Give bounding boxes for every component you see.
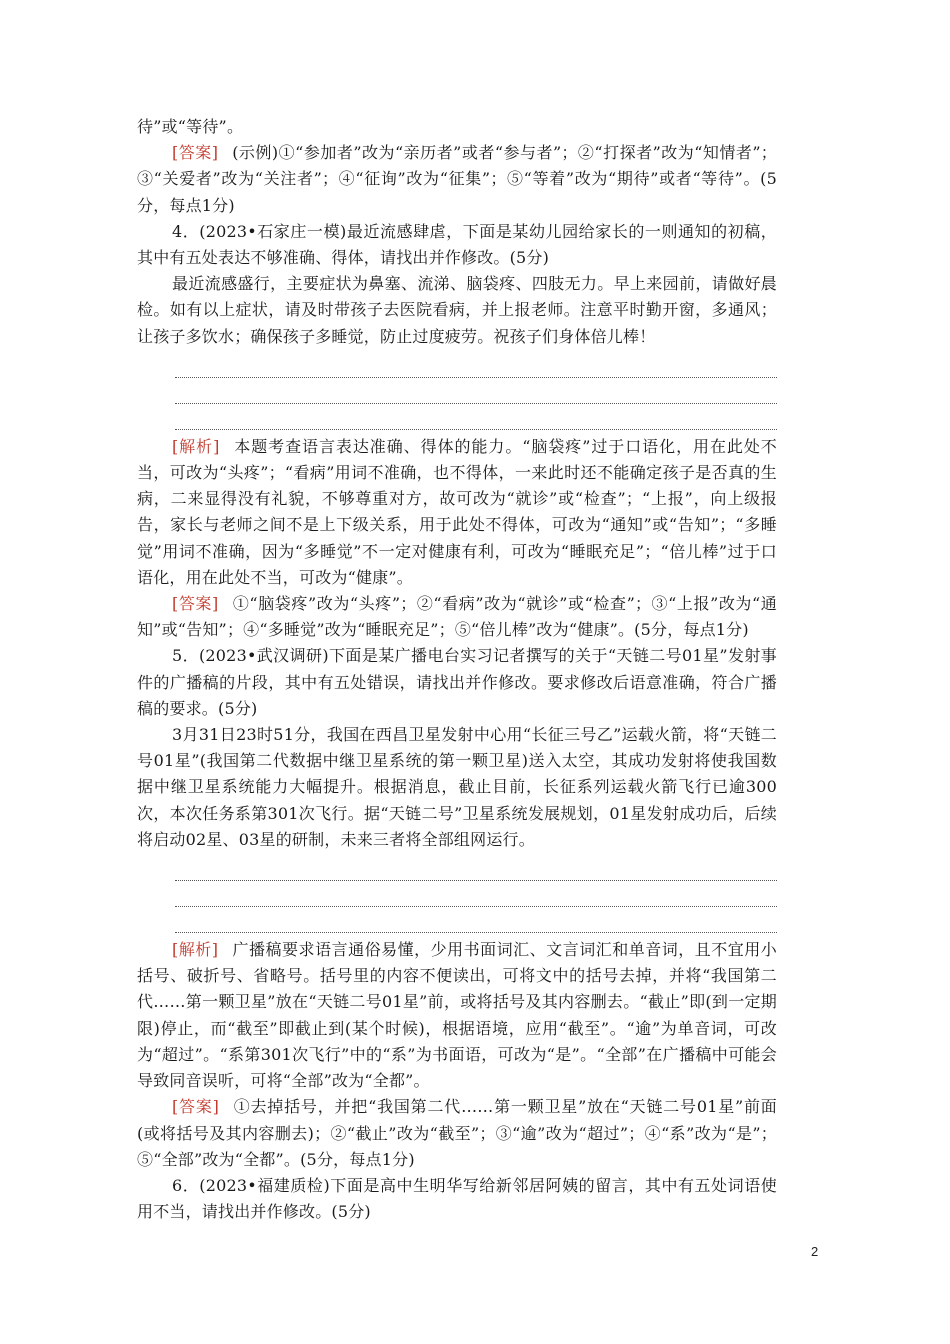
analysis-4-text: 本题考查语言表达准确、得体的能力。“脑袋疼”过于口语化，用在此处不当，可改为“头疼”；“看病”用词不准确，也不得体，一来此时还不能确定孩子是否真的生病，二来显得没有礼貌，不够尊重对方，故可改为“就诊”或“检查”；“上报”，向上级报告，家长与老师之间不是上下级关系，用于此处不得体，可改为“通知”或“告知”；“多睡觉”用词不准确，因为“多睡觉”不一定对健康有利，可改为“睡眠充足”；“倍儿棒”过于口语化，用在此处不当，可改为“健康”。 bbox=[137, 436, 777, 587]
answer-line[interactable] bbox=[175, 907, 777, 933]
analysis-tag: [解析] bbox=[172, 436, 220, 456]
analysis-5-text: 广播稿要求语言通俗易懂，少用书面词汇、文言词汇和单音词，且不宜用小括号、破折号、省略号。括号里的内容不便读出，可将文中的括号去掉，并将“我国第二代……第一颗卫星”放在“天链二号01星”前，或将括号及其内容删去。“截止”即(到一定期限)停止，而“截至”即截止到(某个时候)，根据语境，应用“截至”。“逾”为单音词，可改为“超过”。“系第301次飞行”中的“系”为书面语，可改为“是”。“全部”在广播稿中可能会导致同音误听，可将“全部”改为“全都”。 bbox=[137, 940, 777, 1091]
question-5-passage: 3月31日23时51分，我国在西昌卫星发射中心用“长征三号乙”运载火箭，将“天链二号01星”(我国第二代数据中继卫星系统的第一颗卫星)送入太空，其成功发射将使我国数据中继卫星系统能力大幅提升。根据消息，截止目前，长征系列运载火箭飞行已逾300次，本次任务系第301次飞行。据“天链二号”卫星系统发展规划，01星发射成功后，后续将启动02星、03星的研制，未来三者将全部组网运行。 bbox=[137, 725, 777, 849]
answer-tag: [答案] bbox=[172, 594, 219, 614]
analysis-tag: [解析] bbox=[172, 940, 219, 960]
question-5: 5．(2023•武汉调研)下面是某广播电台实习记者撰写的关于“天链二号01星”发射事件的广播稿的片段，其中有五处错误，请找出并作修改。要求修改后语意准确，符合广播稿的要求。(5分) bbox=[137, 646, 777, 718]
answer-3-text: (示例)①“参加者”改为“亲历者”或者“参与者”；②“打探者”改为“知情者”；③“关爱者”改为“关注者”；④“征询”改为“征集”；⑤“等着”改为“期待”或者“等待”。(5分，每点1分) bbox=[137, 143, 777, 215]
analysis-4 bbox=[137, 434, 777, 591]
question-4-passage: 最近流感盛行，主要症状为鼻塞、流涕、脑袋疼、四肢无力。早上来园前，请做好晨检。如有以上症状，请及时带孩子去医院看病，并上报老师。注意平时勤开窗，多通风；让孩子多饮水；确保孩子多睡觉，防止过度疲劳。祝孩子们身体倍儿棒！ bbox=[137, 274, 777, 346]
answer-line[interactable] bbox=[175, 881, 777, 907]
continued-answer-line: 待”或“等待”。 bbox=[137, 117, 244, 136]
answer-4-text: ①“脑袋疼”改为“头疼”；②“看病”改为“就诊”或“检查”；③“上报”改为“通知”或“告知”；④“多睡觉”改为“睡眠充足”；⑤“倍儿棒”改为“健康”。(5分，每点1分) bbox=[137, 594, 777, 640]
answer-tag: [答案] bbox=[172, 1097, 220, 1117]
document-body bbox=[137, 114, 777, 1225]
answer-3 bbox=[137, 140, 777, 219]
question-6: 6．(2023•福建质检)下面是高中生明华写给新邻居阿姨的留言，其中有五处词语使用不当，请找出并作修改。(5分) bbox=[137, 1175, 777, 1222]
answer-lines-5 bbox=[137, 855, 777, 933]
question-4: 4．(2023•石家庄一模)最近流感肆虐，下面是某幼儿园给家长的一则通知的初稿，其中有五处表达不够准确、得体，请找出并作修改。(5分) bbox=[137, 221, 777, 268]
analysis-5 bbox=[137, 937, 777, 1094]
answer-line[interactable] bbox=[175, 855, 777, 881]
answer-5 bbox=[137, 1094, 777, 1173]
page-number: 2 bbox=[811, 1244, 819, 1259]
answer-4 bbox=[137, 591, 777, 643]
answer-tag: [答案] bbox=[172, 143, 219, 163]
answer-lines-4 bbox=[137, 352, 777, 430]
answer-5-text: ①去掉括号，并把“我国第二代……第一颗卫星”放在“天链二号01星”前面(或将括号及其内容删去)；②“截止”改为“截至”；③“逾”改为“超过”；④“系”改为“是”；⑤“全部”改为“全都”。(5分，每点1分) bbox=[137, 1097, 777, 1169]
answer-line[interactable] bbox=[175, 352, 777, 378]
answer-line[interactable] bbox=[175, 378, 777, 404]
answer-line[interactable] bbox=[175, 404, 777, 430]
